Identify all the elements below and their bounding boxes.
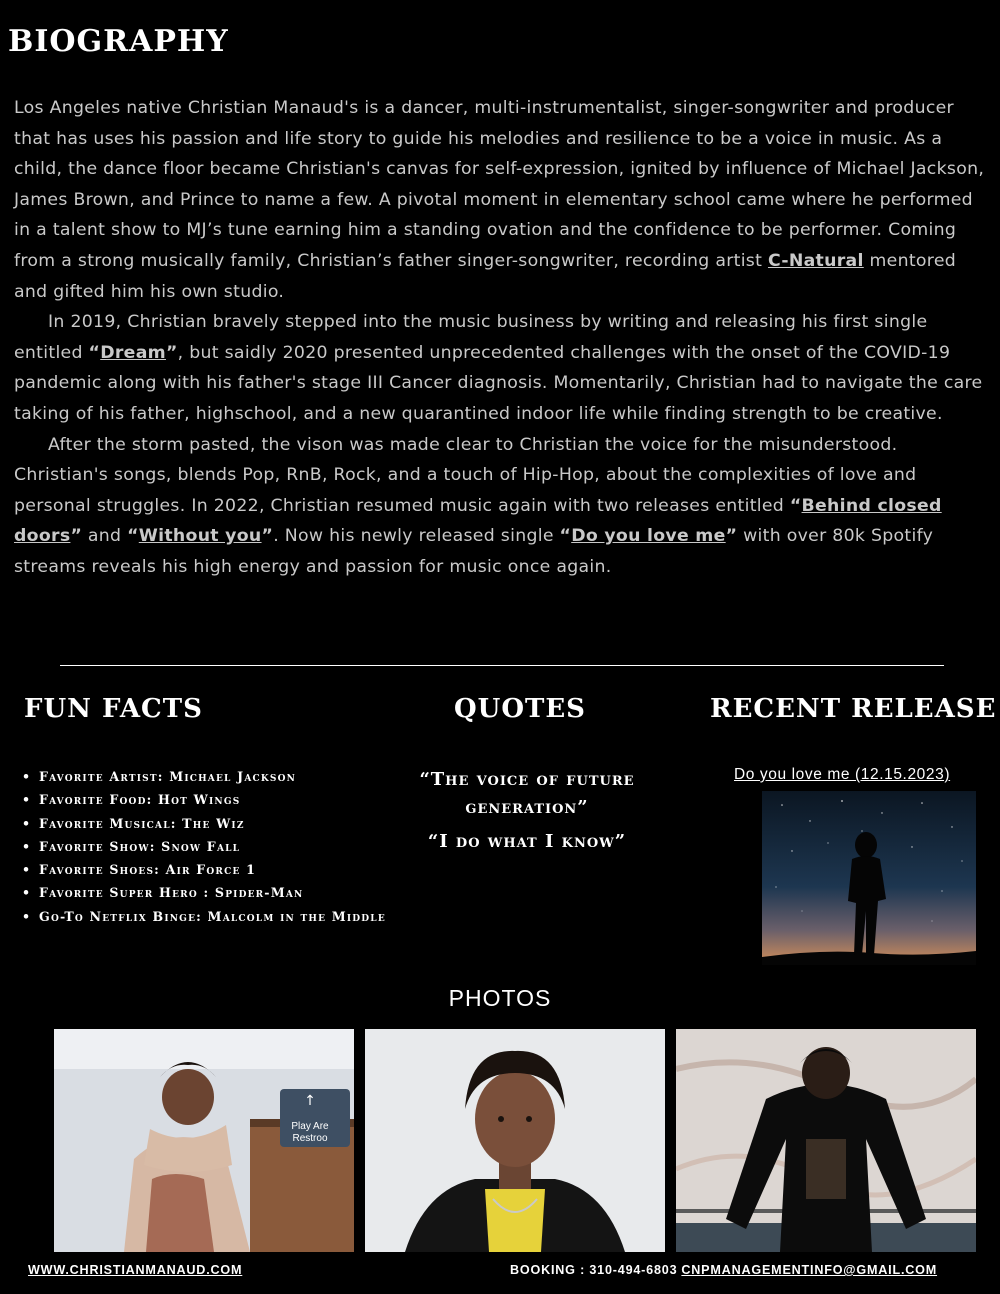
sign-text: Play Are bbox=[291, 1121, 329, 1132]
recent-release-link[interactable]: Do you love me (12.15.2023) bbox=[734, 766, 951, 783]
quote-mark: “ bbox=[88, 342, 101, 363]
dream-link[interactable]: Dream bbox=[100, 342, 166, 363]
fun-fact-item: • Go-To Netflix Binge: Malcolm in the Middle bbox=[22, 905, 386, 928]
behind-closed-doors-link[interactable]: Behind closed doors bbox=[14, 495, 942, 547]
recent-release-artwork[interactable] bbox=[762, 791, 976, 965]
fun-fact-item: • Favorite Shoes: Air Force 1 bbox=[22, 858, 386, 881]
portrait-studio-headshot-icon bbox=[365, 1029, 665, 1252]
booking-info bbox=[510, 1263, 937, 1277]
photo-item[interactable] bbox=[676, 1029, 976, 1252]
fun-fact-item: • Favorite Food: Hot Wings bbox=[22, 788, 386, 811]
fun-fact-item: • Favorite Super Hero : Spider-Man bbox=[22, 881, 386, 904]
svg-text:↑: ↑ bbox=[304, 1093, 316, 1109]
quote-item: “I do what I know” bbox=[427, 831, 627, 852]
fun-fact-item: • Favorite Musical: The Wiz bbox=[22, 812, 386, 835]
bio-paragraph-1 bbox=[14, 93, 992, 307]
booking-phone: BOOKING : 310-494-6803 bbox=[510, 1263, 678, 1277]
fun-fact-item: • Favorite Show: Snow Fall bbox=[22, 835, 386, 858]
without-you-link[interactable]: Without you bbox=[138, 526, 262, 547]
recent-release-heading: RECENT RELEASE bbox=[710, 694, 997, 724]
quotes-heading: QUOTES bbox=[454, 694, 586, 724]
portrait-marble-window-icon bbox=[676, 1029, 976, 1252]
quote-item: “The voice of future generation” bbox=[419, 769, 635, 818]
fun-facts-heading: FUN FACTS bbox=[24, 694, 203, 724]
bio-paragraph-2 bbox=[14, 307, 992, 429]
bio-text: Los Angeles native Christian Manaud's is a dancer, multi-instrumentalist, singer-songwriter and producer that has uses his passion and life story to guide his melodies and resilience to be a voice in music. As a child, the dance floor became Christian's canvas for self-expression, ignited by influence of Michael Jackson, James Brown, and Prince to name a few. A pivotal moment in elementary school came where he performed in a talent show to MJ’s tune earning him a standing ovation and the confidence to be performer. Coming from a strong musically family, Christian’s father singer-songwriter, recording artist bbox=[14, 98, 985, 271]
quote-mark: ” bbox=[165, 342, 178, 363]
portrait-hooded-sweatshirt-icon bbox=[54, 1029, 354, 1252]
photos-heading: PHOTOS bbox=[448, 985, 552, 1011]
bio-text: . Now his newly released single bbox=[273, 526, 560, 547]
sign-text: Restroo bbox=[292, 1133, 328, 1144]
silhouette-night-sky-icon bbox=[762, 791, 976, 965]
fun-facts-list bbox=[22, 765, 386, 928]
bio-text: After the storm pasted, the vison was made clear to Christian the voice for the misunderstood. Christian's songs, blends Pop, RnB, Rock, and a touch of Hip-Hop, about the complexities of love and personal struggles. In 2022, Christian resumed music again with two releases entitled bbox=[14, 434, 917, 516]
biography-text bbox=[14, 93, 992, 583]
fun-fact-item: • Favorite Artist: Michael Jackson bbox=[22, 765, 386, 788]
section-divider bbox=[60, 665, 944, 666]
bio-text: In 2019, Christian bravely stepped into the music business by writing and releasing his first single entitled bbox=[14, 312, 928, 363]
photo-item[interactable] bbox=[54, 1029, 354, 1252]
quotes-block bbox=[372, 766, 672, 856]
bio-paragraph-3: After the storm pasted, the vison was made clear to Christian the voice for the misunderstood. Christian's songs, blends Pop, RnB, Rock, and a touch of Hip-Hop, about the complexities of love and personal struggles. In 2022, Christian resumed music again with two releases entitled “Behind closed doors” and “Without you”. Now his newly released single “Do you love me” with over 80k Spotify streams reveals his high energy and passion for music once again. bbox=[14, 434, 942, 577]
photo-item[interactable] bbox=[365, 1029, 665, 1252]
bio-text: and bbox=[82, 526, 128, 547]
bio-text: , but saidly 2020 presented unprecedented challenges with the onset of the COVID-19 pandemic along with his father's stage III Cancer diagnosis. Momentarily, Christian had to navigate the care taking of his father, highschool, and a new quarantined indoor life while finding strength to be creative. bbox=[14, 342, 983, 424]
biography-heading: BIOGRAPHY bbox=[8, 24, 229, 59]
bio-text: with over 80k Spotify streams reveals his high energy and passion for music once again. bbox=[14, 526, 934, 577]
do-you-love-me-link[interactable]: Do you love me bbox=[571, 526, 726, 547]
c-natural-link[interactable]: C-Natural bbox=[767, 250, 864, 271]
bio-text: mentored and gifted him his own studio. bbox=[14, 250, 957, 302]
email-link[interactable]: CNPMANAGEMENTINFO@GMAIL.COM bbox=[681, 1263, 938, 1277]
website-link[interactable]: WWW.CHRISTIANMANAUD.COM bbox=[28, 1263, 243, 1277]
